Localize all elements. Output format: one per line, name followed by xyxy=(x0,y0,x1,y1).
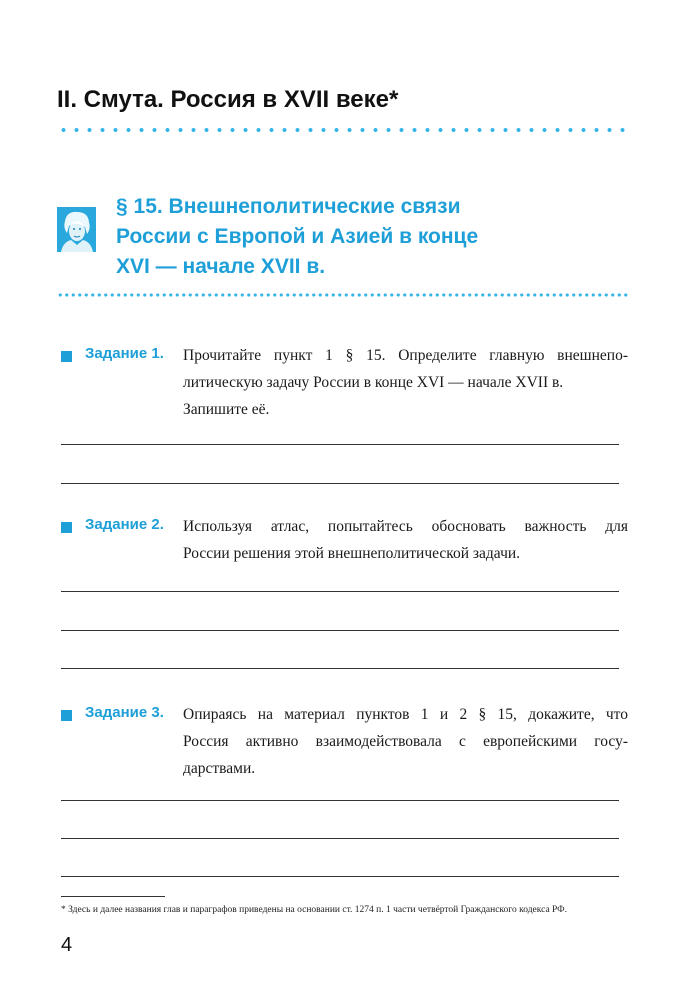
task-3-label: Задание 3. xyxy=(85,704,164,721)
task-text-line: Используя атлас, попытайтесь обосновать важность для xyxy=(183,518,628,535)
answer-line[interactable] xyxy=(61,444,619,445)
chapter-title: II. Смута. Россия в XVII веке* xyxy=(57,86,399,113)
paragraph-title-line: XVI — начале XVII в. xyxy=(116,255,326,278)
paragraph-title xyxy=(116,192,636,282)
task-text-line: литическую задачу России в конце XVI — начале XVII в. xyxy=(183,374,564,391)
dotted-divider xyxy=(57,127,629,133)
answer-line[interactable] xyxy=(61,668,619,669)
footnote-divider xyxy=(61,896,165,897)
task-3-text xyxy=(183,701,628,782)
footnote: * Здесь и далее названия глав и параграфов приведены на основании ст. 1274 п. 1 части четвёртой Гражданского кодекса РФ. xyxy=(61,905,568,915)
answer-line[interactable] xyxy=(61,630,619,631)
task-text-line: Прочитайте пункт 1 § 15. Определите главную внешнепо- xyxy=(183,347,628,364)
paragraph-title-line: России с Европой и Азией в конце xyxy=(116,225,479,248)
answer-line[interactable] xyxy=(61,838,619,839)
task-text-line: Опираясь на материал пунктов 1 и 2 § 15, докажите, что xyxy=(183,706,628,723)
paragraph-title-line: § 15. Внешнеполитические связи xyxy=(116,195,461,218)
task-1-text xyxy=(183,342,628,423)
task-marker-icon xyxy=(61,351,72,362)
task-1-label: Задание 1. xyxy=(85,345,164,362)
task-text-line: Россия активно взаимодействовала с европейскими госу- xyxy=(183,733,628,750)
task-2-label: Задание 2. xyxy=(85,516,164,533)
task-marker-icon xyxy=(61,522,72,533)
task-text-line: дарствами. xyxy=(183,760,256,777)
dotted-divider xyxy=(57,293,629,297)
page-number: 4 xyxy=(61,934,73,956)
answer-line[interactable] xyxy=(61,800,619,801)
answer-line[interactable] xyxy=(61,591,619,592)
task-marker-icon xyxy=(61,710,72,721)
answer-line[interactable] xyxy=(61,483,619,484)
task-text-line: России решения этой внешнеполитической задачи. xyxy=(183,545,521,562)
portrait-icon xyxy=(57,207,96,252)
task-text-line: Запишите её. xyxy=(183,401,270,418)
task-2-text xyxy=(183,513,628,567)
answer-line[interactable] xyxy=(61,876,619,877)
